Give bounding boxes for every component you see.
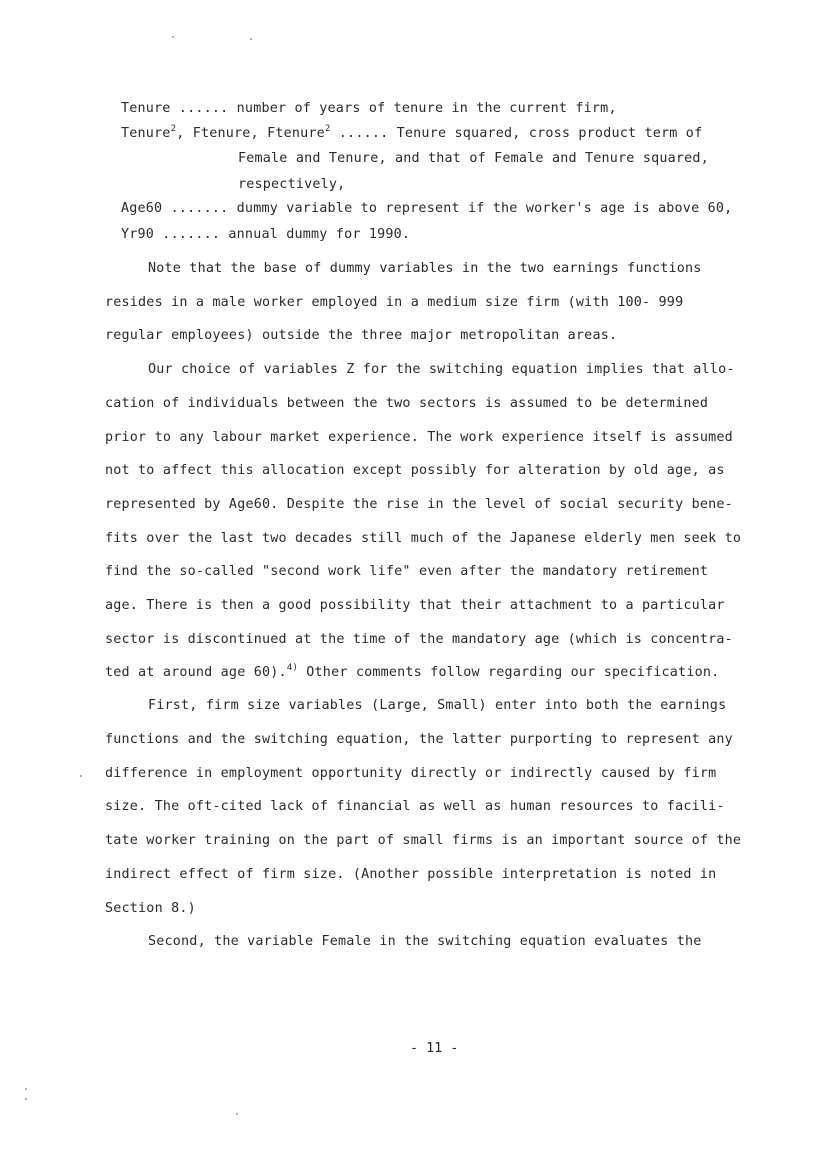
body-line: Second, the variable Female in the switching equation evaluates the xyxy=(148,934,702,949)
body-line: regular employees) outside the three major metropolitan areas. xyxy=(105,328,618,343)
definition-text: ...... Tenure squared, cross product term of xyxy=(330,126,703,141)
body-line: difference in employment opportunity directly or indirectly caused by firm xyxy=(105,766,717,781)
definition-text: respectively, xyxy=(238,177,346,192)
scan-speck xyxy=(25,1098,27,1100)
definition-text: , Ftenure, Ftenure xyxy=(176,126,325,141)
page-number: - 11 - xyxy=(410,1041,459,1056)
definition-text: Age60 ....... dummy variable to represent if the worker's age is above 60, xyxy=(121,201,733,216)
scan-speck xyxy=(25,1088,27,1090)
body-line: find the so-called "second work life" even after the mandatory retirement xyxy=(105,564,709,579)
scan-speck xyxy=(80,775,82,777)
definition-text: Tenure ...... number of years of tenure in the current firm, xyxy=(121,101,617,116)
body-line: Section 8.) xyxy=(105,901,196,916)
footnote-marker: 4) xyxy=(286,663,299,673)
body-line: not to affect this allocation except possibly for alteration by old age, as xyxy=(105,463,725,478)
definition-tenure xyxy=(121,101,617,117)
body-line: prior to any labour market experience. The work experience itself is assumed xyxy=(105,430,733,445)
definition-age60 xyxy=(121,201,732,217)
definition-text: Tenure xyxy=(121,126,171,141)
superscript: 2 xyxy=(324,124,331,134)
scan-speck xyxy=(250,38,252,40)
definition-continuation xyxy=(238,177,345,193)
body-line: age. There is then a good possibility that their attachment to a particular xyxy=(105,598,725,613)
body-line: First, firm size variables (Large, Small) enter into both the earnings xyxy=(148,698,727,713)
scan-speck xyxy=(236,1113,238,1115)
body-line: represented by Age60. Despite the rise in the level of social security bene- xyxy=(105,497,733,512)
scan-speck xyxy=(172,36,174,38)
body-line: cation of individuals between the two sectors is assumed to be determined xyxy=(105,396,709,411)
body-line: indirect effect of firm size. (Another possible interpretation is noted in xyxy=(105,867,717,882)
body-line: resides in a male worker employed in a medium size firm (with 100- 999 xyxy=(105,295,684,310)
definition-text: Yr90 ....... annual dummy for 1990. xyxy=(121,227,411,242)
definition-continuation xyxy=(238,151,709,167)
body-line: functions and the switching equation, the latter purporting to represent any xyxy=(105,732,733,747)
superscript: 2 xyxy=(170,124,177,134)
body-line: size. The oft-cited lack of financial as well as human resources to facili- xyxy=(105,799,725,814)
body-line: Our choice of variables Z for the switching equation implies that allo- xyxy=(148,362,735,377)
definition-tenure-squared xyxy=(121,126,702,142)
definition-text: Female and Tenure, and that of Female and Tenure squared, xyxy=(238,151,709,166)
definition-yr90 xyxy=(121,227,410,243)
body-line: sector is discontinued at the time of the mandatory age (which is concentra- xyxy=(105,632,733,647)
body-line-with-footnote xyxy=(105,665,719,681)
body-line: tate worker training on the part of small firms is an important source of the xyxy=(105,833,742,848)
body-line: Note that the base of dummy variables in the two earnings functions xyxy=(148,261,702,276)
body-text: ted at around age 60). xyxy=(105,665,287,680)
body-line: fits over the last two decades still much of the Japanese elderly men seek to xyxy=(105,531,742,546)
body-text: Other comments follow regarding our specification. xyxy=(298,665,720,680)
